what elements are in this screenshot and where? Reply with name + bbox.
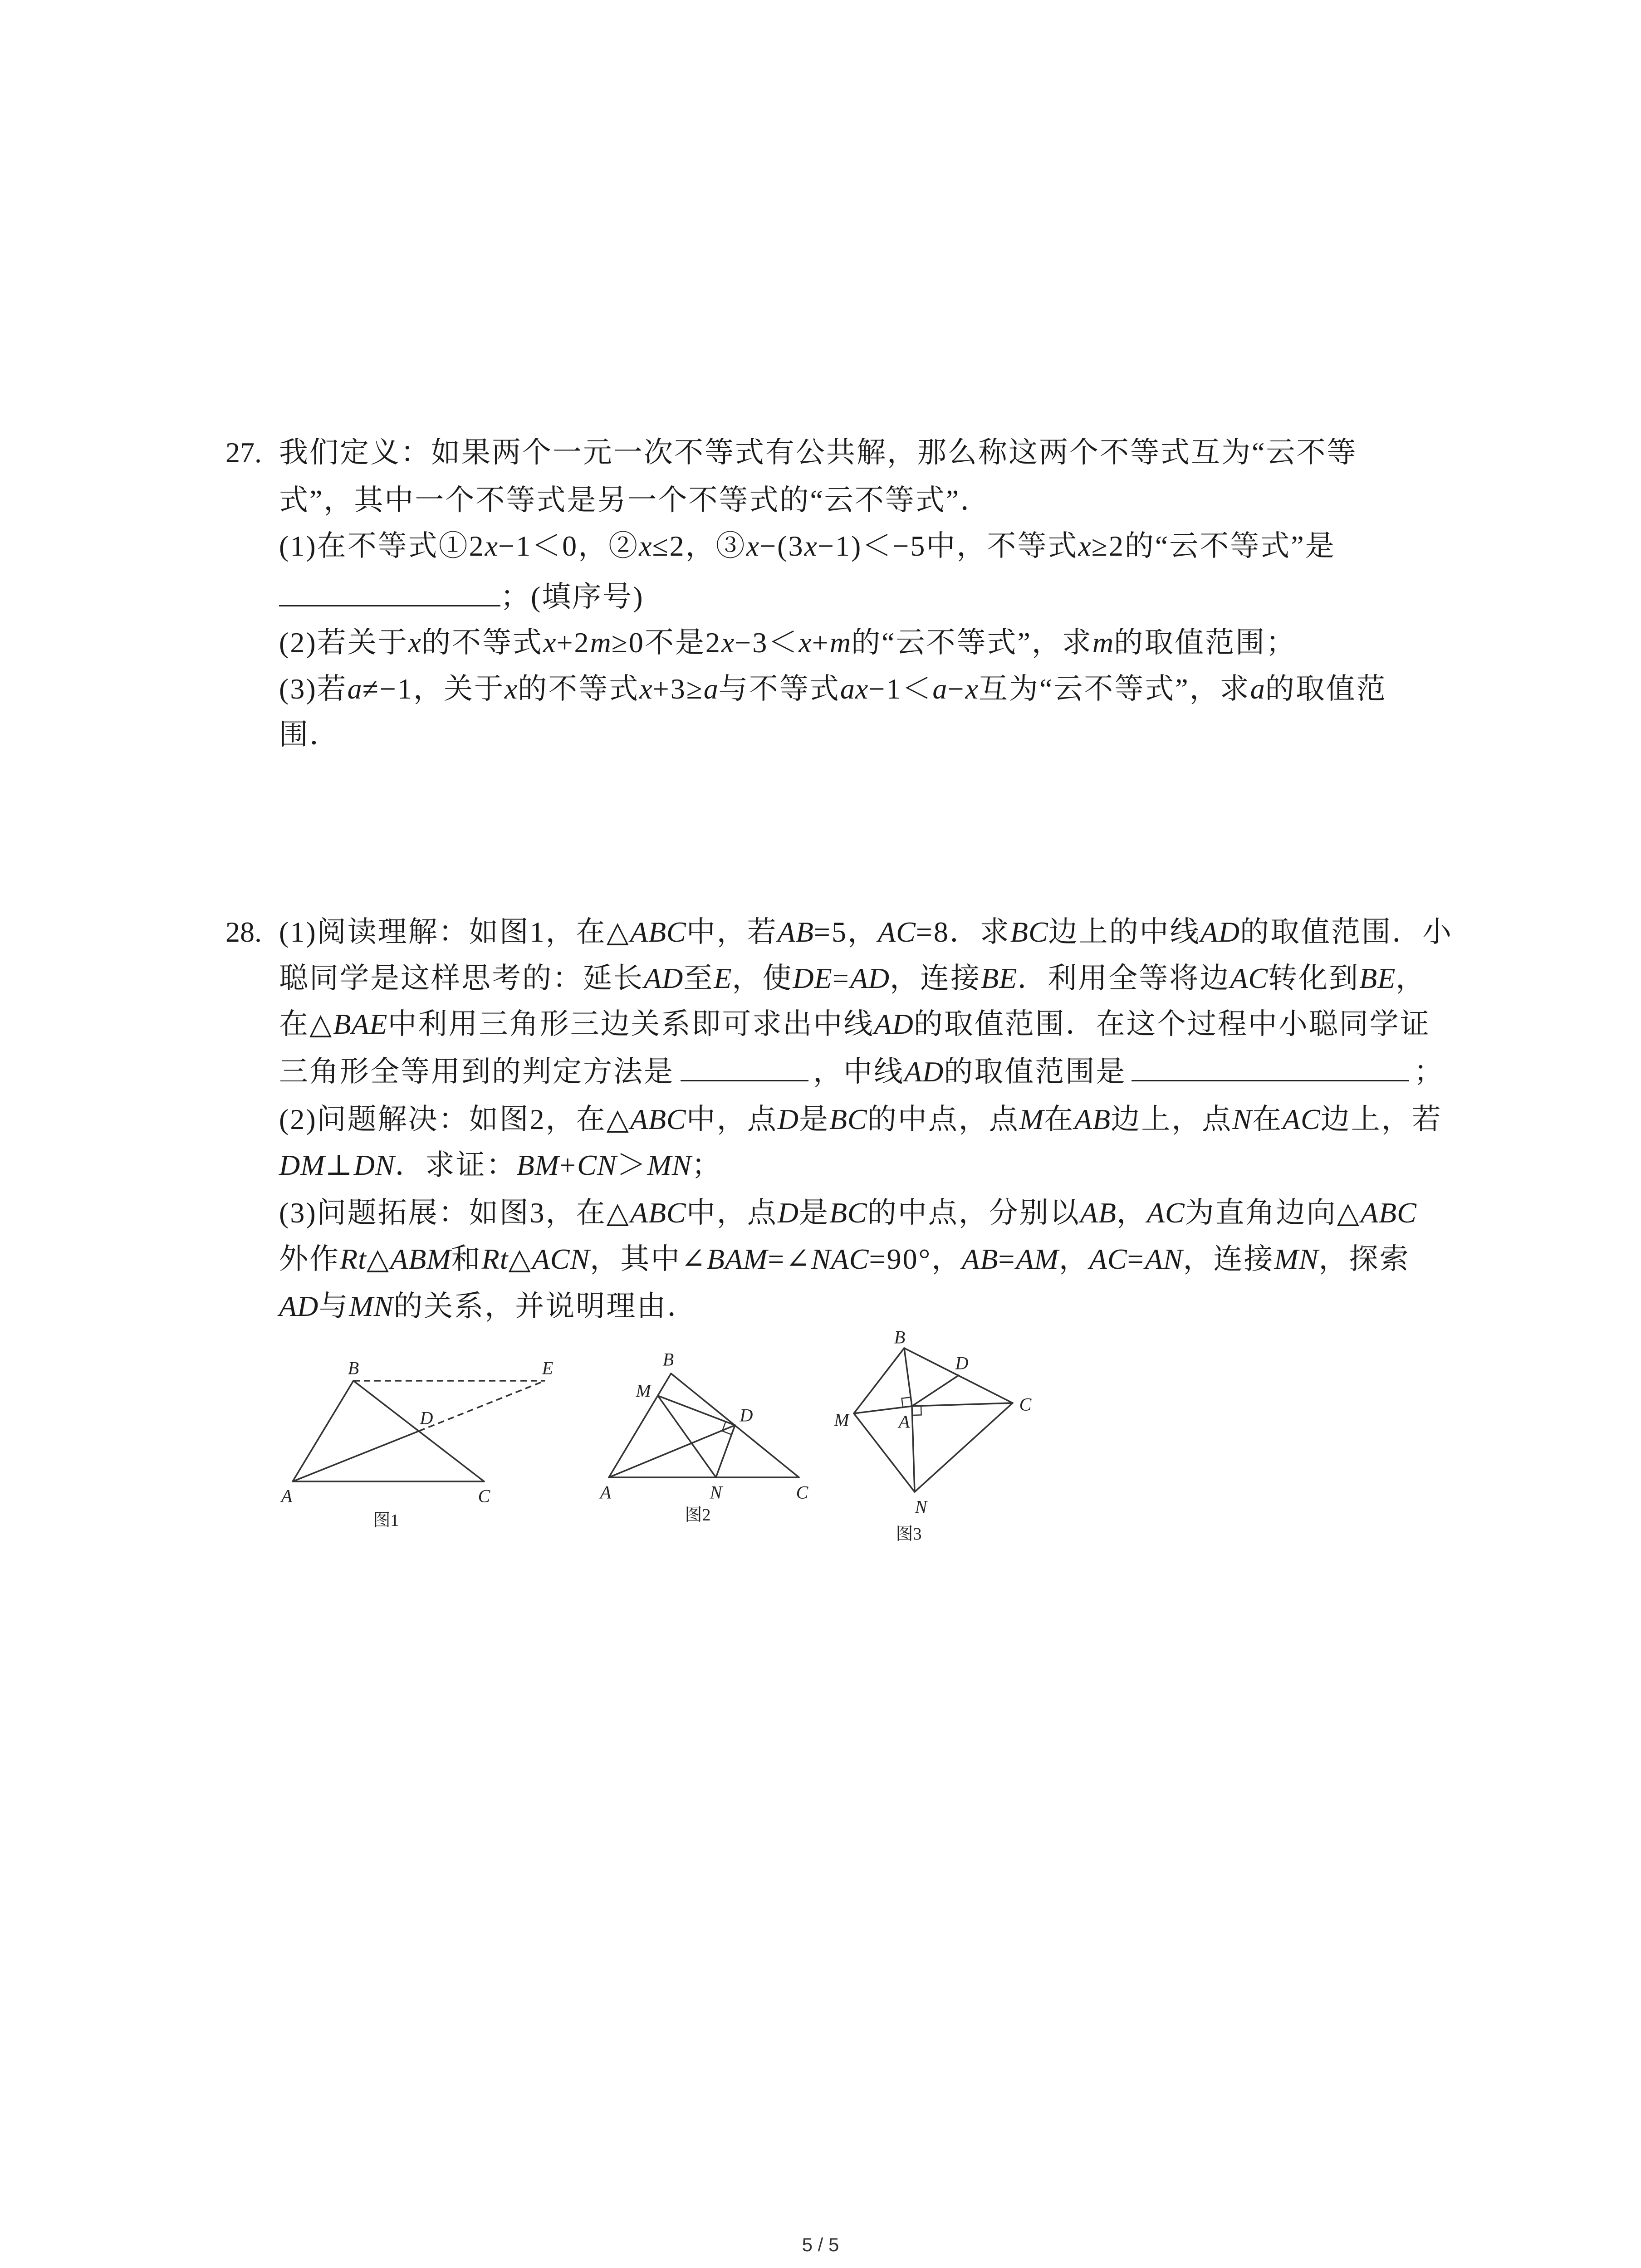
fig3-side-ac: [912, 1403, 1013, 1406]
problem-28-line-5: (2)问题解决：如图2，在△ABC中，点D是BC的中点，点M在AB边上，点N在AC边上，若: [279, 1103, 1442, 1135]
fig3-median-ad: [912, 1375, 959, 1406]
problem-27-line-1: 我们定义：如果两个一元一次不等式有公共解，那么称这两个不等式互为“云不等: [279, 436, 1357, 469]
fig2-label-n: N: [710, 1482, 722, 1503]
problem-28-line-8: 外作Rt△ABM和Rt△ACN，其中∠BAM=∠NAC=90°，AB=AM，AC=AN，连接MN，探索: [279, 1243, 1410, 1275]
fig3-right-angle-mark-nac: [912, 1406, 921, 1415]
fig1-label-b: B: [348, 1358, 359, 1378]
fig3-caption: 图3: [896, 1525, 922, 1544]
fig3-label-c: C: [1019, 1394, 1032, 1415]
fig3-label-d: D: [955, 1353, 969, 1374]
problem-27-line-4-text: ；(填序号): [500, 581, 644, 613]
fig3-segment-bm: [854, 1348, 904, 1413]
answer-blank: [1132, 1053, 1409, 1081]
figure-3: [833, 1327, 1032, 1544]
fig2-segment-ad: [609, 1425, 735, 1477]
fig2-label-d: D: [740, 1405, 753, 1426]
problem-28-line-3: 在△BAE中利用三角形三边关系即可求出中线AD的取值范围．在这个过程中小聪同学证: [279, 1008, 1430, 1040]
fig1-median-ad: [293, 1431, 419, 1481]
fig2-segment-md: [658, 1396, 735, 1425]
fig3-label-n: N: [915, 1496, 927, 1517]
fig2-caption: 图2: [685, 1505, 711, 1525]
problem-28-line-4-part-2: ，中线AD的取值范围是: [813, 1056, 1127, 1088]
problem-28-number: 28.: [225, 916, 262, 948]
fig1-label-e: E: [542, 1358, 554, 1378]
problem-28-line-2: 聪同学是这样思考的：延长AD至E，使DE=AD，连接BE．利用全等将边AC转化到BE，: [279, 962, 1426, 994]
fig3-label-b: B: [894, 1327, 906, 1348]
problem-28-line-4-part-3: ；: [1414, 1056, 1445, 1088]
fig1-caption: 图1: [373, 1511, 399, 1530]
problem-28-line-9: AD与MN的关系，并说明理由．: [279, 1290, 698, 1322]
problem-28-line-4-part-1: 三角形全等用到的判定方法是: [279, 1056, 674, 1088]
fig2-label-c: C: [796, 1482, 808, 1503]
fig3-label-m: M: [834, 1409, 849, 1430]
fig3-segment-an: [912, 1406, 915, 1492]
fig2-label-a: A: [600, 1482, 612, 1503]
fig1-label-d: D: [420, 1408, 433, 1428]
fig2-segment-dn: [716, 1425, 735, 1477]
figure-1: [280, 1358, 553, 1530]
problem-28-line-4: [279, 1051, 1444, 1092]
fig1-extension-de: [419, 1381, 545, 1431]
page-number: 5 / 5: [802, 2234, 839, 2255]
fig3-label-a: A: [898, 1411, 910, 1432]
fig1-side-ab: [293, 1381, 353, 1481]
geometry-figures: [0, 1315, 1641, 1551]
answer-blank: [279, 578, 500, 606]
fig1-label-c: C: [478, 1486, 490, 1506]
fig2-label-b: B: [662, 1349, 674, 1370]
problem-28-line-6: DM⊥DN．求证：BM+CN＞MN；: [279, 1149, 722, 1181]
answer-blank: [681, 1053, 808, 1081]
problem-28-line-7: (3)问题拓展：如图3，在△ABC中，点D是BC的中点，分别以AB，AC为直角边向△ABC: [279, 1197, 1417, 1229]
fig3-segment-nc: [915, 1403, 1013, 1492]
problem-28-line-1: (1)阅读理解：如图1，在△ABC中，若AB=5，AC=8．求BC边上的中线AD的取值范围．小: [279, 916, 1453, 948]
problem-27-line-5: (2)若关于x的不等式x+2m≥0不是2x−3＜x+m的“云不等式”，求m的取值范围；: [279, 626, 1297, 659]
problem-27-line-6: (3)若a≠−1，关于x的不等式x+3≥a与不等式ax−1＜a−x互为“云不等式”，求a的取值范: [279, 673, 1387, 705]
problem-27-line-2: 式”，其中一个不等式是另一个不等式的“云不等式”．: [279, 484, 991, 516]
fig1-label-a: A: [281, 1486, 293, 1506]
problem-27-line-3: (1)在不等式①2x−1＜0，②x≤2，③x−(3x−1)＜−5中，不等式x≥2的“云不等式”是: [279, 530, 1336, 562]
fig2-label-m: M: [636, 1380, 651, 1401]
problem-27-number: 27.: [225, 436, 262, 469]
figure-2: [599, 1349, 809, 1525]
problem-27-line-4: [279, 577, 644, 617]
problem-27-line-7: 围．: [279, 719, 340, 751]
